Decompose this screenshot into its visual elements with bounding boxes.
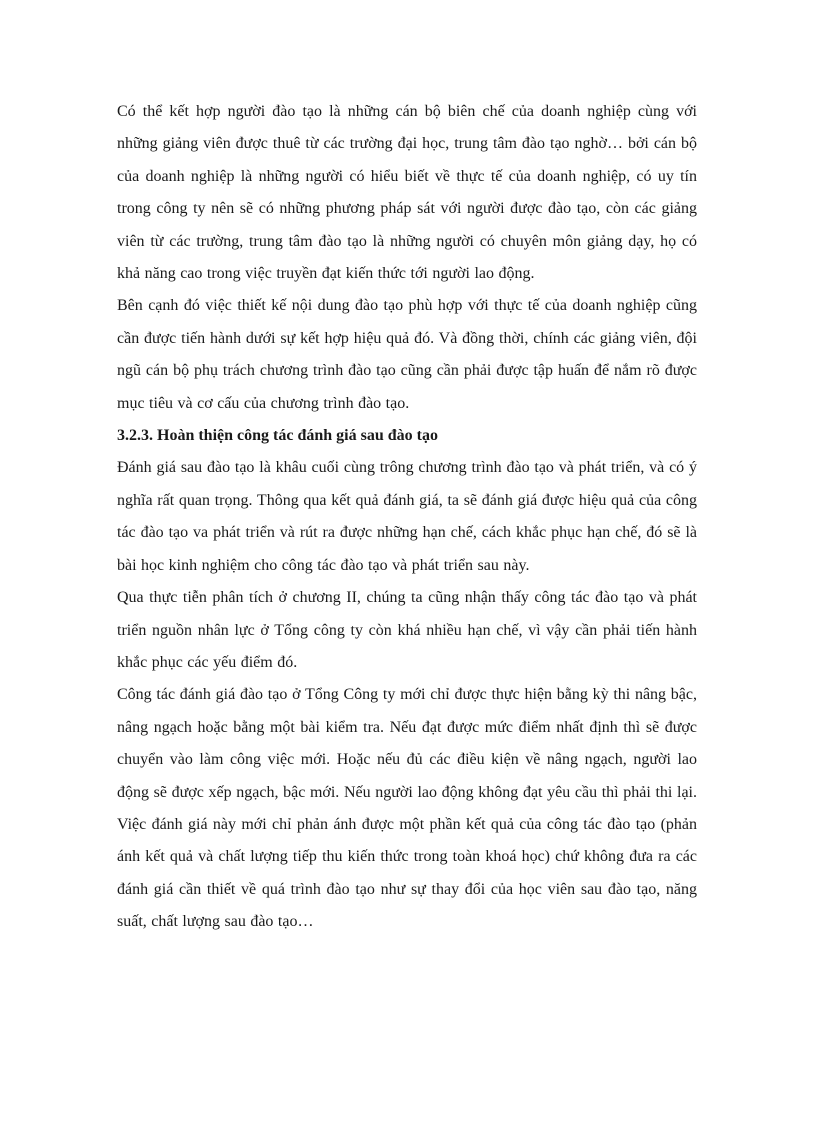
document-page [117,96,697,939]
paragraph-trainers: Có thể kết hợp người đào tạo là những cán bộ biên chế của doanh nghiệp cùng với những giảng viên được thuê từ các trường đại học, trung tâm đào tạo nghờ… bởi cán bộ của doanh nghiệp là những người có hiểu biết về thực tế của doanh nghiệp, có uy tín trong công ty nên sẽ có những phương pháp sát với người được đào tạo, còn các giảng viên từ các trường, trung tâm đào tạo là những người có chuyên môn giảng dạy, họ có khả năng cao trong việc truyền đạt kiến thức tới người lao động. [117,103,697,283]
paragraph-chapter-analysis: Qua thực tiễn phân tích ở chương II, chúng ta cũng nhận thấy công tác đào tạo và phát triển nguồn nhân lực ở Tổng công ty còn khá nhiều hạn chế, vì vậy cần phải tiến hành khắc phục các yếu điểm đó. [117,589,697,671]
paragraph-current-evaluation: Công tác đánh giá đào tạo ở Tổng Công ty mới chỉ được thực hiện bằng kỳ thi nâng bậc, nâng ngạch hoặc bằng một bài kiểm tra. Nếu đạt được mức điểm nhất định thì sẽ được chuyển vào làm công việc mới. Hoặc nếu đủ các điều kiện về nâng ngạch, người lao động sẽ được xếp ngạch, bậc mới. Nếu người lao động không đạt yêu cầu thì phải thi lại. Việc đánh giá này mới chỉ phản ánh được một phần kết quả của công tác đào tạo (phản ánh kết quả và chất lượng tiếp thu kiến thức trong toàn khoá học) chứ không đưa ra các đánh giá cần thiết về quá trình đào tạo như sự thay đổi của học viên sau đào tạo, năng suất, chất lượng sau đào tạo… [117,686,697,931]
paragraph-evaluation-intro: Đánh giá sau đào tạo là khâu cuối cùng trông chương trình đào tạo và phát triển, và có ý nghĩa rất quan trọng. Thông qua kết quả đánh giá, ta sẽ đánh giá được hiệu quả của công tác đào tạo va phát triển và rút ra được những hạn chế, cách khắc phục hạn chế, đó sẽ là bài học kinh nghiệm cho công tác đào tạo và phát triển sau này. [117,459,697,574]
paragraph-content-design: Bên cạnh đó việc thiết kế nội dung đào tạo phù hợp với thực tế của doanh nghiệp cũng cần được tiến hành dưới sự kết hợp hiệu quả đó. Và đồng thời, chính các giảng viên, đội ngũ cán bộ phụ trách chương trình đào tạo cũng cần phải được tập huấn để nắm rõ được mục tiêu và cơ cấu của chương trình đào tạo. [117,297,697,412]
section-heading-3-2-3: 3.2.3. Hoàn thiện công tác đánh giá sau đào tạo [117,427,438,445]
